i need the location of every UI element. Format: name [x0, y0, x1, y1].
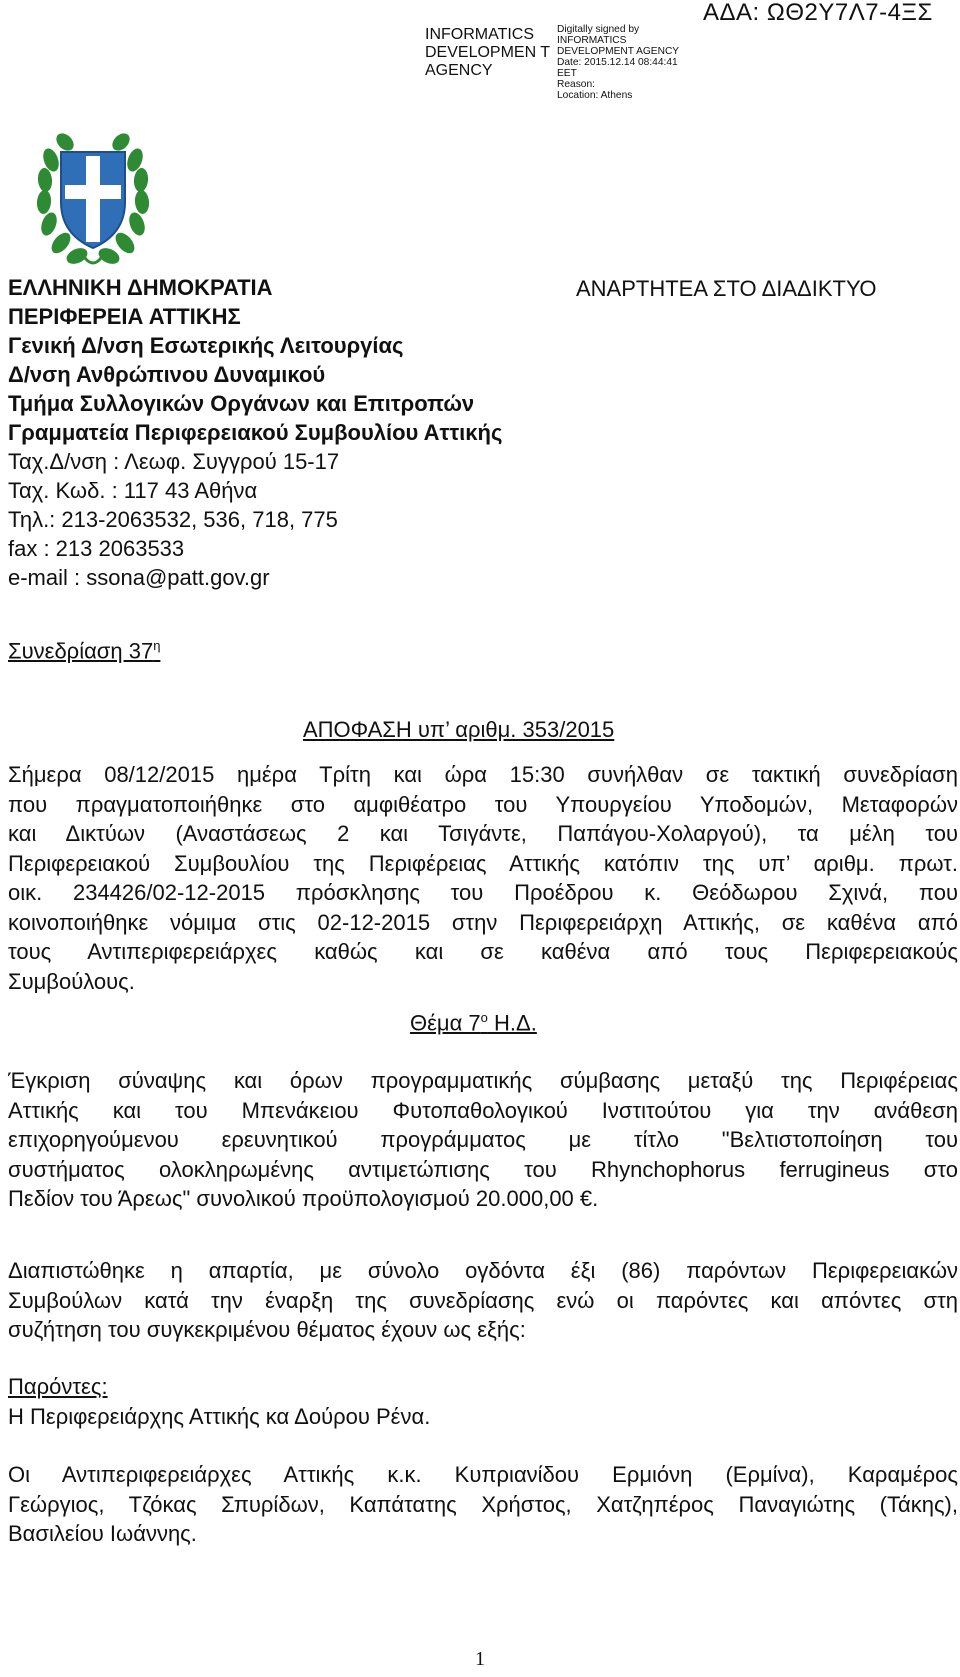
signature-line: Date: 2015.12.14 08:44:41: [557, 57, 678, 68]
signature-line: INFORMATICS: [557, 35, 627, 46]
signature-line: DEVELOPMENT AGENCY: [557, 46, 680, 57]
paragraph-line: Περιφερειακού Συμβουλίου της Περιφέρειας Αττικής κατόπιν της υπ’ αριθμ. πρωτ.: [8, 850, 958, 876]
present-heading: Παρόντες:: [8, 1374, 108, 1399]
signature-line: Location: Athens: [557, 90, 633, 101]
signature-name: INFORMATICS DEVELOPMEN T AGENCY: [425, 26, 550, 79]
paragraph-line: επιχορηγούμενου ερευνητικού προγράμματος με τίτλο "Βελτιστοποίηση του: [8, 1127, 958, 1152]
paragraph-line: Αττικής και του Μπενάκειου Φυτοπαθολογικού Ινστιτούτου για την ανάθεση: [8, 1097, 958, 1123]
greek-coat-of-arms-icon: [37, 130, 149, 270]
governor-line: Η Περιφερειάρχης Αττικής κα Δούρου Ρένα.: [8, 1403, 431, 1429]
paragraph-line: συστήματος ολοκληρωμένης αντιμετώπισης του Rhynchophorus ferrugineus στο: [8, 1156, 958, 1182]
subject-paragraph: [8, 1066, 958, 1214]
topic-prefix: Θέμα 7: [410, 1010, 481, 1036]
contact-line: Ταχ. Κωδ. : 117 43 Αθήνα: [8, 478, 258, 503]
header-line: Δ/νση Ανθρώπινου Δυναμικού: [8, 362, 326, 387]
contact-line: Τηλ.: 213-2063532, 536, 718, 775: [8, 507, 338, 532]
intro-paragraph: [8, 760, 958, 996]
paragraph-line: κοινοποιήθηκε νόμιμα στις 02-12-2015 στην Περιφερειάρχη Αττικής, σε καθένα από: [8, 909, 958, 935]
paragraph-line: Οι Αντιπεριφερειάρχες Αττικής κ.κ. Κυπριανίδου Ερμιόνη (Ερμίνα), Καραμέρος: [8, 1462, 958, 1487]
topic-sup: ο: [480, 1010, 488, 1025]
paragraph-line: Πεδίον του Άρεως" συνολικού προϋπολογισμού 20.000,00 €.: [8, 1186, 599, 1211]
contact-line: e-mail : ssona@patt.gov.gr: [8, 565, 270, 590]
paragraph-line: Γεώργιος, Τζόκας Σπυρίδων, Καπάτατης Χρήστος, Χατζηπέρος Παναγιώτης (Τάκης),: [8, 1491, 958, 1517]
session-sup: η: [153, 638, 161, 653]
deputies-paragraph: [8, 1460, 958, 1549]
agenda-topic: [410, 1010, 537, 1036]
paragraph-line: συζήτηση του συγκεκριμένου θέματος έχουν ως εξής:: [8, 1317, 526, 1342]
post-online-notice: ΑΝΑΡΤΗΤΕΑ ΣΤΟ ΔΙΑΔΙΚΤΥΟ: [576, 276, 877, 301]
header-line: ΕΛΛΗΝΙΚΗ ΔΗΜΟΚΡΑΤΙΑ: [8, 275, 273, 300]
paragraph-line: Συμβούλων κατά την έναρξη της συνεδρίασης ενώ οι παρόντες και απόντες στη: [8, 1287, 958, 1313]
ada-code: ΑΔΑ: ΩΘ2Υ7Λ7-4ΞΣ: [703, 0, 933, 26]
signature-line: Reason:: [557, 79, 595, 90]
contact-line: Ταχ.Δ/νση : Λεωφ. Συγγρού 15-17: [8, 449, 340, 474]
decision-number: ΑΠΟΦΑΣΗ υπ’ αριθμ. 353/2015: [303, 717, 615, 742]
header-line: ΠΕΡΙΦΕΡΕΙΑ ΑΤΤΙΚΗΣ: [8, 304, 241, 329]
session-number: [8, 638, 160, 664]
paragraph-line: Βασιλείου Ιωάννης.: [8, 1521, 197, 1546]
signature-line: Digitally signed by: [557, 24, 640, 35]
paragraph-line: Διαπιστώθηκε η απαρτία, με σύνολο ογδόντα έξι (86) παρόντων Περιφερειακών: [8, 1258, 958, 1283]
topic-suffix: Η.Δ.: [487, 1010, 537, 1036]
page-number: 1: [475, 1648, 485, 1670]
contact-line: fax : 213 2063533: [8, 536, 185, 561]
paragraph-line: Έγκριση σύναψης και όρων προγραμματικής σύμβασης μεταξύ της Περιφέρειας: [8, 1068, 958, 1093]
paragraph-line: και Δικτύων (Αναστάσεως 2 και Τσιγάντε, Παπάγου-Χολαργού), τα μέλη του: [8, 821, 958, 846]
signature-details: [557, 24, 679, 101]
paragraph-line: τους Αντιπεριφερειάρχες καθώς και σε καθένα από τους Περιφερειακούς: [8, 939, 958, 964]
paragraph-line: που πραγματοποιήθηκε στο αμφιθέατρο του Υπουργείου Υποδομών, Μεταφορών: [8, 791, 958, 817]
issuer-header: [8, 273, 502, 592]
header-line: Τμήμα Συλλογικών Οργάνων και Επιτροπών: [8, 391, 475, 416]
signature-line: EET: [557, 68, 577, 79]
paragraph-line: οικ. 234426/02-12-2015 πρόσκλησης του Προέδρου κ. Θεόδωρου Σχινά, που: [8, 880, 958, 905]
header-line: Γενική Δ/νση Εσωτερικής Λειτουργίας: [8, 333, 404, 358]
header-line: Γραμματεία Περιφερειακού Συμβουλίου Αττικής: [8, 420, 503, 445]
session-text: Συνεδρίαση 37: [8, 638, 154, 664]
paragraph-line: Συμβούλους.: [8, 968, 135, 994]
paragraph-line: Σήμερα 08/12/2015 ημέρα Τρίτη και ώρα 15:30 συνήλθαν σε τακτική συνεδρίαση: [8, 762, 958, 787]
present-section: [8, 1372, 958, 1431]
quorum-paragraph: [8, 1256, 958, 1345]
